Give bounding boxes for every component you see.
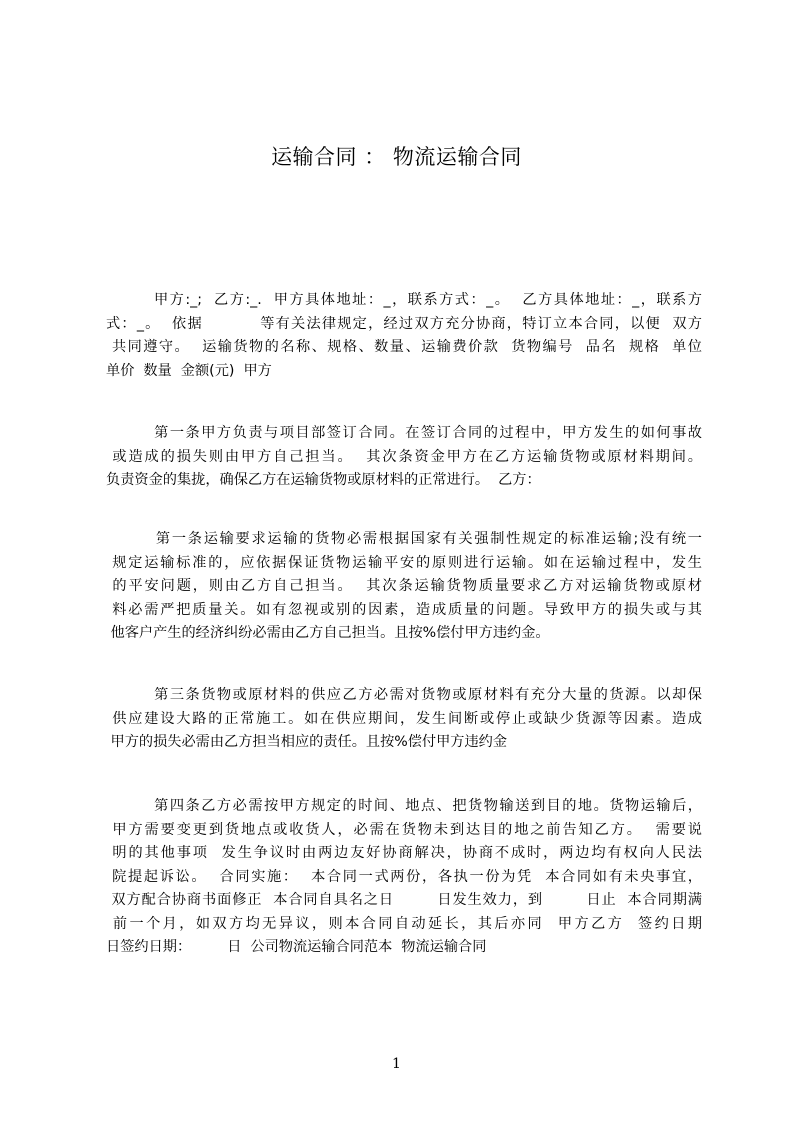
text-line: 甲方:_; 乙方:_. 甲方具体地址：_，联系方式：_。 乙方具体地址：_，联系方	[106, 292, 702, 308]
text-line: 或造成的损失则由甲方自己担当。 其次条资金甲方在乙方运输货物或原材料期间。	[106, 448, 702, 465]
text-line: 负责资金的集拢，确保乙方在运输货物或原材料的正常进行。 乙方：	[106, 472, 541, 488]
text-line: 式：_。 依据 等有关法律规定，经过双方充分协商，特订立本合同，以便 双方	[106, 315, 702, 332]
text-line: 第三条货物或原材料的供应乙方必需对货物或原材料有充分大量的货源。以却保	[106, 687, 702, 703]
text-line: 双方配合协商书面修正 本合同自具名之日 日发生效力，到 日止 本合同期满	[106, 892, 702, 908]
text-line: 甲方需要变更到货地点或收货人，必需在货物未到达目的地之前告知乙方。 需要说	[106, 821, 702, 838]
document-title: 运输合同 ： 物流运输合同	[271, 145, 522, 169]
paragraph-parties	[106, 289, 702, 383]
paragraph-article-4	[106, 795, 702, 960]
text-line: 规定运输标准的，应依据保证货物运输平安的原则进行运输。如在运输过程中，发生	[106, 554, 702, 571]
text-line: 共同遵守。 运输货物的名称、规格、数量、运输费价款 货物编号 品名 规格 单位	[106, 339, 702, 355]
text-line: 单价 数量 金额(元) 甲方	[106, 362, 272, 379]
text-line: 供应建设大路的正常施工。如在供应期间，发生间断或停止或缺少货源等因素。造成	[106, 710, 702, 727]
text-line: 日签约日期： 日 公司物流运输合同范本 物流运输合同	[106, 939, 487, 955]
text-line: 院提起诉讼。 合同实施： 本合同一式两份，各执一份为凭 本合同如有未央事宜，	[106, 868, 702, 885]
text-line: 料必需严把质量关。如有忽视或别的因素，造成质量的问题。导致甲方的损失或与其	[106, 601, 702, 618]
text-line: 第四条乙方必需按甲方规定的时间、地点、把货物输送到目的地。货物运输后，	[106, 798, 702, 814]
text-line: 甲方的损失必需由乙方担当相应的责任。且按%偿付甲方违约金	[106, 734, 508, 750]
text-line: 他客户产生的经济纠纷必需由乙方自己担当。且按%偿付甲方违约金。	[106, 625, 550, 641]
paragraph-party-b-article-1	[106, 528, 702, 646]
paragraph-article-3	[106, 684, 702, 755]
text-line: 前一个月，如双方均无异议，则本合同自动延长，其后亦同 甲方乙方 签约日期	[106, 915, 702, 932]
page-number: 1	[392, 1056, 401, 1072]
text-line: 第一条运输要求运输的货物必需根据国家有关强制性规定的标准运输;没有统一	[106, 531, 702, 547]
paragraph-party-a-article-1	[106, 422, 702, 493]
text-line: 第一条甲方负责与项目部签订合同。在签订合同的过程中，甲方发生的如何事故	[106, 425, 702, 441]
text-line: 明的其他事项 发生争议时由两边友好协商解决，协商不成时，两边均有权向人民法	[106, 845, 702, 861]
text-line: 的平安问题，则由乙方自己担当。 其次条运输货物质量要求乙方对运输货物或原材	[106, 578, 702, 594]
